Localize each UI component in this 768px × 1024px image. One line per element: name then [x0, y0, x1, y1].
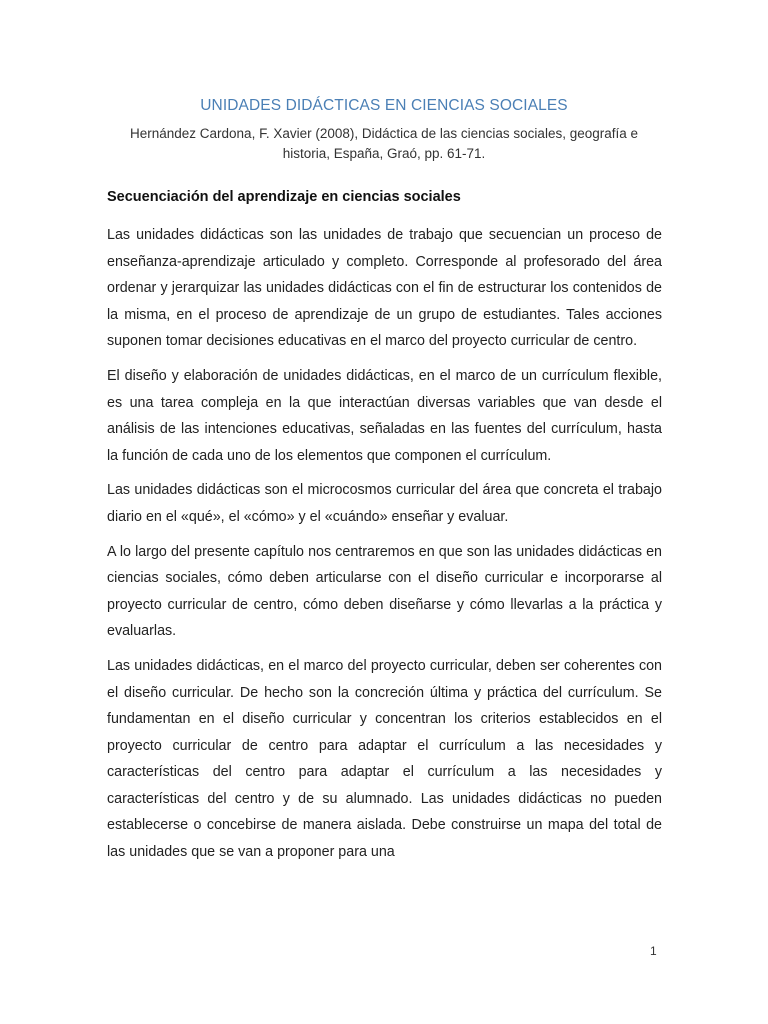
paragraph: El diseño y elaboración de unidades didácticas, en el marco de un currículum flexible, es una tarea compleja en la que interactúan diversas variables que van desde el análisis de las intenciones educativas, señaladas en las fuentes del currículum, hasta la función de cada uno de los elementos que componen el currículum.: [107, 367, 662, 464]
page-number: 1: [650, 944, 657, 958]
paragraph: Las unidades didácticas son las unidades de trabajo que secuencian un proceso de enseñanza-aprendizaje articulado y completo. Corresponde al profesorado del área ordenar y jerarquizar las unidades didácticas con el fin de estructurar los contenidos de la misma, en el proceso de aprendizaje de un grupo de estudiantes. Tales acciones suponen tomar decisiones educativas en el marco del proyecto curricular de centro.: [107, 227, 662, 350]
paragraph: Las unidades didácticas son el microcosmos curricular del área que concreta el trabajo diario en el «qué», el «cómo» y el «cuándo» enseñar y evaluar.: [107, 482, 662, 525]
document-title: UNIDADES DIDÁCTICAS EN CIENCIAS SOCIALES: [200, 97, 568, 114]
paragraph: A lo largo del presente capítulo nos centraremos en que son las unidades didácticas en ciencias sociales, cómo deben articularse con el diseño curricular e incorporarse al proyecto curricular de centro, cómo deben diseñarse y cómo llevarlas a la práctica y evaluarlas.: [107, 543, 662, 640]
body-text: [107, 222, 662, 874]
citation: Hernández Cardona, F. Xavier (2008), Didáctica de las ciencias sociales, geografía e historia, España, Graó, pp. 61-71.: [129, 126, 639, 161]
section-heading: Secuenciación del aprendizaje en ciencias sociales: [107, 189, 461, 205]
paragraph: Las unidades didácticas, en el marco del proyecto curricular, deben ser coherentes con el diseño curricular. De hecho son la concreción última y práctica del currículum. Se fundamentan en el diseño curricular y concentran los criterios establecidos en el proyecto curricular de centro para adaptar el currículum a las necesidades y características del centro para adaptar el currículum a las necesidades y características del centro y de su alumnado. Las unidades didácticas no pueden establecerse o concebirse de manera aislada. Debe construirse un mapa del total de las unidades que se van a proponer para una: [107, 657, 662, 861]
